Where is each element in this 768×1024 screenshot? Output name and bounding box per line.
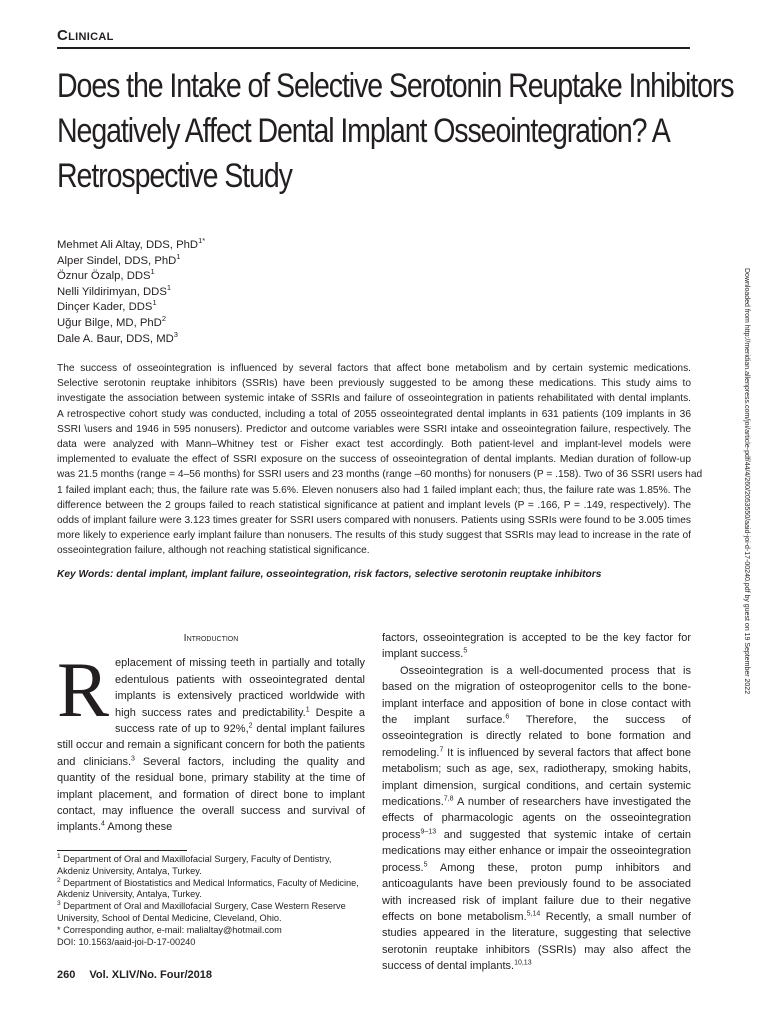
article-title <box>57 64 734 199</box>
keywords: Key Words: dental implant, implant failure, osseointegration, risk factors, selective serotonin reuptake inhibitors <box>57 569 602 580</box>
right-column <box>382 630 691 975</box>
abstract-line: A retrospective cohort study was conducted, including a total of 2055 osseointegrated dental implants in 631 patients (109 implants in 36 <box>57 408 691 420</box>
author: Dinçer Kader, DDS$^1$ <box>57 298 157 314</box>
header-rule <box>57 47 690 49</box>
abstract-line: data were analyzed with Mann–Whitney test or Fisher exact test accordingly. Both patient-level and implant-level models were <box>57 439 691 451</box>
download-watermark <box>740 268 754 788</box>
abstract-line: more likely to experience early implant failure than nonusers. The results of this study suggest that SSRIs may lead to increase in the rate of <box>57 530 691 542</box>
affiliation-footnote: $^2$ Department of Biostatistics and Medical Informatics, Faculty of Medicine, Akdeniz University, Antalya, Turkey. <box>57 876 359 900</box>
left-column <box>57 630 365 836</box>
author: Dale A. Baur, DDS, $MD^3$ <box>57 329 178 345</box>
intro-paragraph-continued: factors, osseointegration is accepted to be the key factor for implant success.$^5$ <box>382 632 691 661</box>
download-note: Downloaded from http://meridian.allenpress.com/joi/article-pdf/44/4/260/2053550/aaid-joi-d-17-00240.pdf by guest on 19 September 2022 <box>743 268 750 695</box>
abstract-line: 1 failed implant each; thus, the failure rate was 5.6%. Eleven nonusers also had 1 failed implant each; thus, the failure rate was 1.85%. The <box>57 484 691 496</box>
abstract-line: SSRI \users and 1946 in 595 nonusers). Predictor and outcome variables were SSRI intake and osseointegration failure, respectively. The <box>57 423 691 435</box>
drop-cap: R <box>57 646 110 734</box>
abstract <box>57 361 703 559</box>
corresponding-author: * Corresponding author, e-mail: malialtay@hotmail.com <box>57 924 282 935</box>
intro-paragraph: eplacement of missing teeth in partially and totally edentulous patients with osseointegrated dental implants is extensively practiced worldwide with high success rates and predictability.$^1$ Despite a success rate of up to 92%,$^2$ dental implant failures still occur and remain a significant concern for both the patients and clinicians.$^3$ Several factors, including the quality and quantity of the residual bone, primary stability at the time of implant placement, and formation of direct bone to implant contact, may influence the overall success and survival of implants.$^4$ Among these <box>57 657 366 834</box>
abstract-line: was 21.5 months (range = 4–56 months) for SSRI users and 23 months (range –60 months) for nonusers (P = .158). Two of 36 SSRI users had <box>57 469 703 481</box>
author: Öznur Özalp, DDS$^1$ <box>57 267 155 283</box>
author-list <box>57 238 205 347</box>
abstract-line: Selective serotonin reuptake inhibitors (SSRIs) have been previously suggested to be among these medications. This study aims to <box>57 378 691 390</box>
abstract-line: osseointegration failure, although not reaching statistical significance. <box>57 545 370 557</box>
journal-issue: Vol. XLIV/No. Four/2018 <box>89 969 213 981</box>
page-number: 260 <box>57 969 76 981</box>
author: Alper Sindel, DDS, PhD$^1$ <box>57 251 181 267</box>
author: Uğur Bilge, MD, PhD$^2$ <box>57 314 167 329</box>
abstract-line: The success of osseointegration is influenced by several factors that affect bone metabolism and by certain systemic medications. <box>57 363 691 374</box>
abstract-line: implemented to evaluate the effect of SSRI exposure on the success of osseointegration of dental implants. Median duration of follow-up <box>57 454 691 466</box>
abstract-line: investigate the association between systemic intake of SSRIs and failure of osseointegration in patients rehabilitated with dental implants. <box>57 393 691 405</box>
section-heading-introduction: Introduction <box>183 632 239 644</box>
footnotes <box>57 850 365 948</box>
abstract-line: difference between the 2 groups failed to reach statistical significance at patient and implant levels (P = .166, P = .149, respectively). The <box>57 499 691 511</box>
doi: DOI: 10.1563/aaid-joi-D-17-00240 <box>57 936 196 947</box>
affiliation-footnote: $^3$ Department of Oral and Maxillofacial Surgery, Case Western Reserve University, School of Dental Medicine, Cleveland, Ohio. <box>57 900 346 923</box>
author: Mehmet Ali Altay, DDS, PhD$^{1*}$ <box>57 236 206 251</box>
title-line: Retrospective Study <box>57 157 292 195</box>
author: Nelli Yildirimyan, DDS$^1$ <box>57 283 172 298</box>
section-label: Clinical <box>57 27 114 44</box>
page-footer <box>57 969 212 981</box>
title-line: Does the Intake of Selective Serotonin Reuptake Inhibitors <box>57 67 734 105</box>
intro-paragraph: Osseointegration is a well-documented process that is based on the migration of osteoprogenitor cells to the bone-implant interface and apposition of bone in close contact with the implant surface.$^6$ Therefore, the success of osseointegration is directly related to bone formation and remodeling.$^7$ It is influenced by several factors that affect bone metabolism; such as age, sex, radiotherapy, smoking habits, implant dimension, surgical conditions, and certain systemic medications.$^{7,8}$ A number of researchers have investigated the effects of pharmacologic agents on the osseointegration process$^{9-13}$ and suggested that systemic intake of certain medications may either enhance or impair the osseointegration process.$^5$ Among these, proton pump inhibitors and anticoagulants have been previously found to be associated with increased risk of implant failure due to their negative effects on bone metabolism.$^{5,14}$ Recently, a small number of studies appeared in the literature, suggesting that selective serotonin reuptake inhibitors (SSRIs) may also affect the success of dental implants.$^{10,13}$ <box>382 664 691 973</box>
title-line: Negatively Affect Dental Implant Osseointegration? A <box>57 112 670 150</box>
affiliation-footnote: $^1$ Department of Oral and Maxillofacial Surgery, Faculty of Dentistry, Akdeniz University, Antalya, Turkey. <box>57 852 332 876</box>
footnote-rule <box>57 850 187 851</box>
abstract-line: odds of implant failure were 3.123 times greater for SSRI users compared with nonusers. Patients using SSRIs were found to be 3.005 times <box>57 515 691 527</box>
